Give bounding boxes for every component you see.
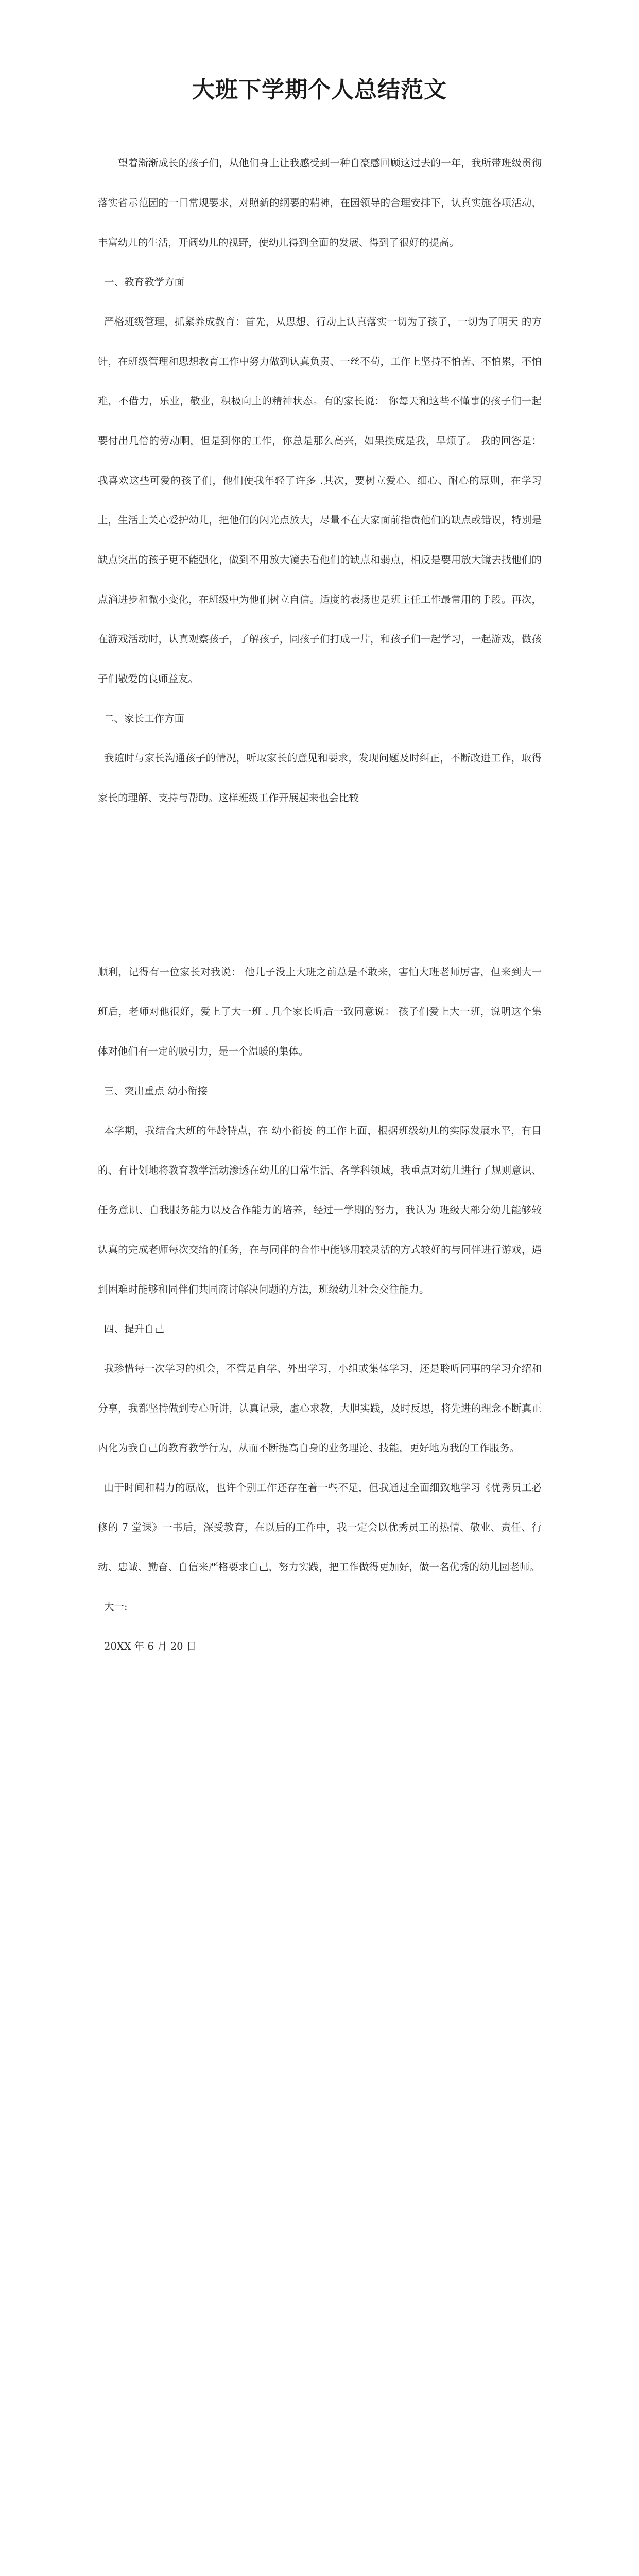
- section3-heading: 三、突出重点 幼小衔接: [104, 1085, 208, 1097]
- section1-heading: 一、教育教学方面: [104, 276, 185, 288]
- document-body-bottom: [98, 952, 542, 1666]
- section4-paragraph-1: 我珍惜每一次学习的机会，不管是自学、外出学习，小组或集体学习，还是聆听同事的学习介绍和分享，我都坚持做到专心听讲，认真记录，虚心求教，大胆实践，及时反思，将先进的理念不断真正内化为我自己的教育教学行为，从而不断提高自身的业务理论、技能，更好地为我的工作服务。: [98, 1363, 542, 1454]
- section2-heading: 二、家长工作方面: [104, 713, 185, 724]
- signature-line: 大一:: [104, 1601, 128, 1613]
- document-body-top: [98, 143, 542, 818]
- section3-paragraph: 本学期，我结合大班的年龄特点，在 幼小衔接 的工作上面，根据班级幼儿的实际发展水平，有目的、有计划地将教育教学活动渗透在幼儿的日常生活、各学科领域，我重点对幼儿进行了规则意识、任务意识、自我服务能力以及合作能力的培养，经过一学期的努力，我认为 班级大部分幼儿能够较认真的完成老师每次交给的任务，在与同伴的合作中能够用较灵活的方式较好的与同伴进行游戏，遇到困难时能够和同伴们共同商讨解决问题的方法，班级幼儿社会交往能力。: [98, 1125, 542, 1295]
- section1-paragraph: 严格班级管理，抓紧养成教育：首先，从思想、行动上认真落实一切为了孩子，一切为了明天 的方针，在班级管理和思想教育工作中努力做到认真负责、一丝不苟，工作上坚持不怕苦、不怕累，不怕难，不借力，乐业，敬业，积极向上的精神状态。有的家长说： 你每天和这些不懂事的孩子们一起要付出几倍的劳动啊，但是到你的工作，你总是那么高兴，如果换成是我，早烦了。 我的回答是：我喜欢这些可爱的孩子们，他们使我年轻了许多 .其次，要树立爱心、细心、耐心的原则，在学习上，生活上关心爱护幼儿，把他们的闪光点放大，尽量不在大家面前指责他们的缺点或错误，特别是缺点突出的孩子更不能强化，做到不用放大镜去看他们的缺点和弱点，相反是要用放大镜去找他们的点滴进步和微小变化，在班级中为他们树立自信。适度的表扬也是班主任工作最常用的手段。再次，在游戏活动时，认真观察孩子，了解孩子，同孩子们打成一片，和孩子们一起学习，一起游戏，做孩子们敬爱的良师益友。: [98, 316, 542, 685]
- intro-paragraph: 望着渐渐成长的孩子们，从他们身上让我感受到一种自豪感回顾这过去的一年，我所带班级贯彻落实省示范园的一日常规要求，对照新的纲要的精神，在园领导的合理安排下，认真实施各项活动，丰富幼儿的生活，开阔幼儿的视野，使幼儿得到全面的发展、得到了很好的提高。: [98, 157, 542, 248]
- date-line: 20XX 年 6 月 20 日: [104, 1640, 197, 1652]
- section4-heading: 四、提升自己: [104, 1323, 165, 1335]
- section2-continuation: 顺利，记得有一位家长对我说： 他儿子没上大班之前总是不敢来，害怕大班老师厉害，但来到大一班后，老师对他很好，爱上了大一班 . 几个家长听后一致同意说： 孩子们爱上大一班，说明这个集体对他们有一定的吸引力，是一个温暖的集体。: [98, 966, 542, 1057]
- section4-paragraph-2: 由于时间和精力的原故，也许个别工作还存在着一些不足，但我通过全面细致地学习《优秀员工必修的 7 堂课》一书后，深受教育，在以后的工作中，我一定会以优秀员工的热情、敬业、责任、行动、忠诚、勤奋、自信来严格要求自己，努力实践，把工作做得更加好，做一名优秀的幼儿园老师。: [98, 1482, 542, 1573]
- document-title: 大班下学期个人总结范文: [192, 77, 447, 103]
- section2-paragraph: 我随时与家长沟通孩子的情况，听取家长的意见和要求，发现问题及时纠正，不断改进工作，取得家长的理解、支持与帮助。这样班级工作开展起来也会比较: [98, 752, 542, 804]
